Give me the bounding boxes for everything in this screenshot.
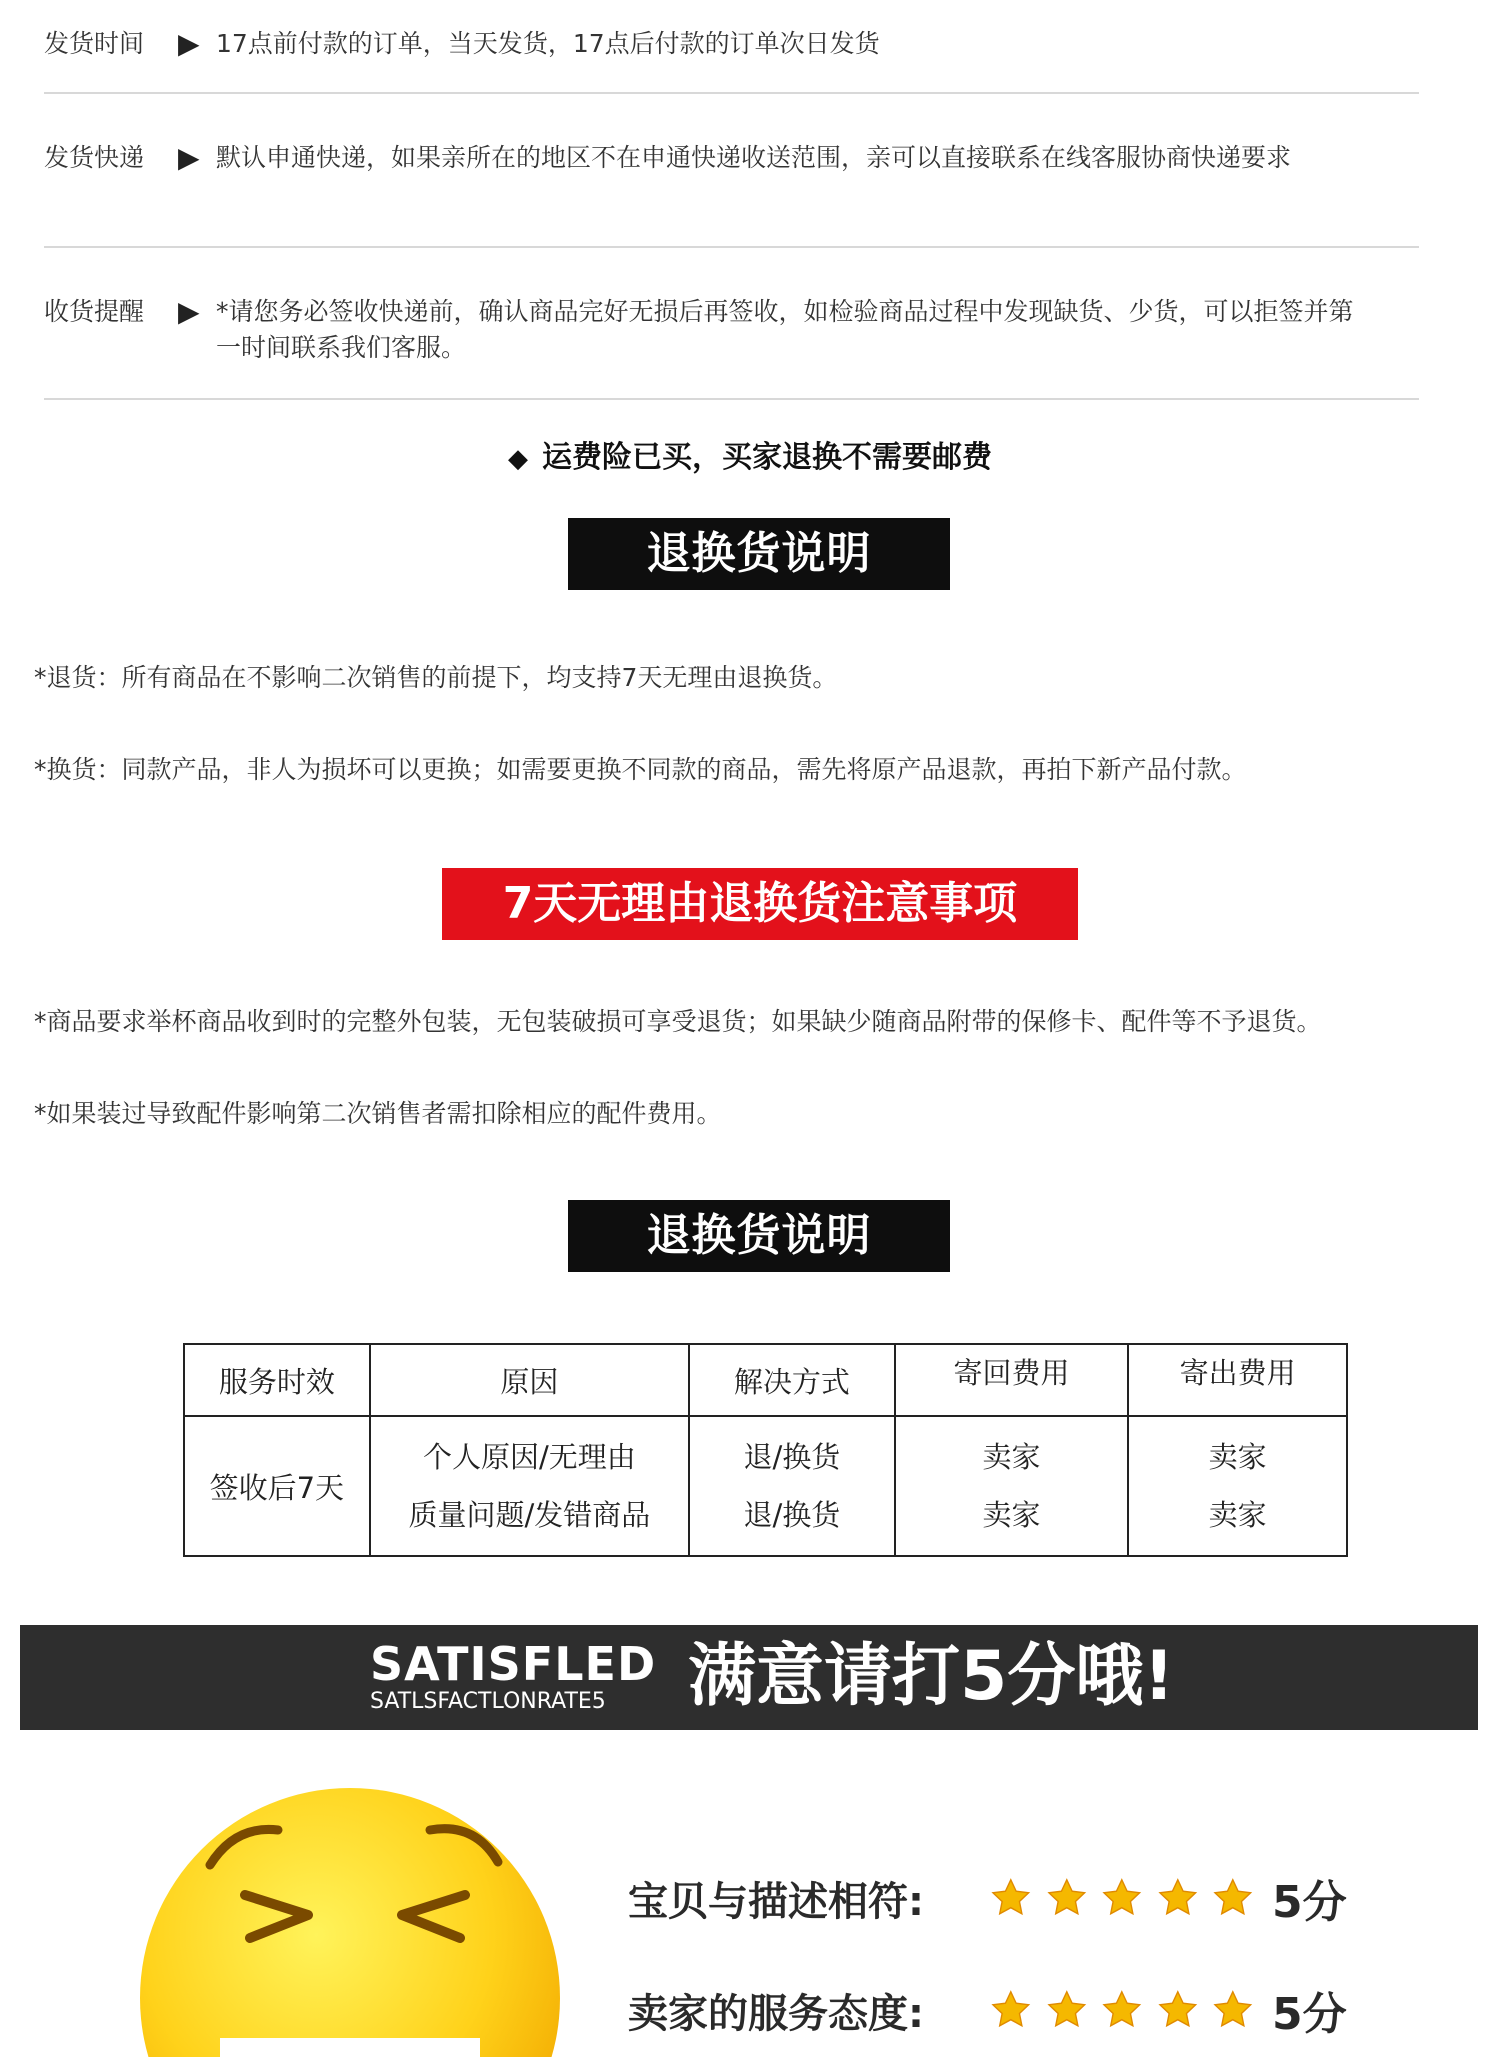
satisfaction-english [370, 1639, 656, 1715]
packaging-requirement-text: *商品要求举杯商品收到时的完整外包装，无包装破损可享受退货；如果缺少随商品附带的保修卡、配件等不予退货。 [34, 1007, 1322, 1036]
solution-value: 退/换货 [743, 1498, 841, 1532]
star-icon [1101, 1877, 1143, 1919]
service-period-cell: 签收后7天 [184, 1416, 370, 1556]
returns-title-banner: 退换货说明 [568, 1200, 950, 1272]
arrow-right-icon: ▶ [178, 27, 200, 60]
exchange-policy-text: *换货：同款产品，非人为损坏可以更换；如需要更换不同款的商品，需先将原产品退款，再拍下新产品付款。 [34, 755, 1247, 784]
star-icon [1046, 1877, 1088, 1919]
returns-title-banner: 退换货说明 [568, 518, 950, 590]
shipping-text: *请您务必签收快递前，确认商品完好无损后再签收，如检验商品过程中发现缺货、少货，可以拒签并第一时间联系我们客服。 [216, 297, 1354, 362]
rating-service-attitude [628, 1980, 1388, 2040]
solution-value: 退/换货 [743, 1440, 841, 1474]
notice-text: 运费险已买，买家退换不需要邮费 [542, 440, 992, 475]
table-header-cell: 服务时效 [184, 1344, 370, 1416]
return-policy-text: *退货：所有商品在不影响二次销售的前提下，均支持7天无理由退换货。 [34, 663, 838, 692]
divider [44, 398, 1419, 400]
reason-value: 质量问题/发错商品 [408, 1498, 651, 1532]
table-header-cell: 解决方式 [689, 1344, 895, 1416]
rating-description-match [628, 1868, 1388, 1928]
star-rating [990, 1989, 1254, 2031]
shipping-label: 发货快递 [44, 143, 145, 172]
shipping-row-courier [44, 138, 1419, 178]
rating-label: 宝贝与描述相符: [628, 1878, 924, 1925]
accessory-fee-text: *如果装过导致配件影响第二次销售者需扣除相应的配件费用。 [34, 1099, 722, 1128]
table-header-cell: 原因 [370, 1344, 689, 1416]
divider [44, 92, 1419, 94]
return-service-table [183, 1343, 1348, 1557]
rating-score: 5分 [1272, 1989, 1347, 2040]
satisfaction-banner [20, 1625, 1478, 1730]
shipping-row-reminder [44, 292, 1419, 366]
table-header-cell: 寄出费用 [1128, 1344, 1347, 1416]
seven-day-notice-banner: 7天无理由退换货注意事项 [442, 868, 1078, 940]
table-row [184, 1416, 1347, 1556]
star-rating [990, 1877, 1254, 1919]
shipping-label: 发货时间 [44, 29, 145, 58]
table-header-cell: 寄回费用 [895, 1344, 1129, 1416]
star-icon [1046, 1989, 1088, 2031]
star-icon [990, 1989, 1032, 2031]
arrow-right-icon: ▶ [178, 295, 200, 328]
divider [44, 246, 1419, 248]
send-fee-value: 卖家 [1208, 1498, 1267, 1532]
rating-score: 5分 [1272, 1877, 1347, 1928]
shipping-text: 17点前付款的订单，当天发货，17点后付款的订单次日发货 [216, 29, 880, 58]
shipping-label: 收货提醒 [44, 297, 145, 326]
star-icon [1101, 1989, 1143, 2031]
table-header-row [184, 1344, 1347, 1416]
return-fee-value: 卖家 [982, 1498, 1041, 1532]
return-fee-value: 卖家 [982, 1440, 1041, 1474]
satisfaction-english-title: SATISFLED [370, 1637, 657, 1691]
shipping-row-time [44, 24, 1419, 64]
reason-value: 个人原因/无理由 [422, 1440, 636, 1474]
satisfaction-english-subtitle: SATLSFACTLONRATE5 [370, 1689, 606, 1714]
star-icon [1157, 1989, 1199, 2031]
satisfaction-chinese-title: 满意请打5分哦! [688, 1637, 1175, 1716]
squinting-face-icon [140, 1770, 560, 2057]
star-icon [1212, 1989, 1254, 2031]
solution-cell [689, 1416, 895, 1556]
star-icon [1212, 1877, 1254, 1919]
star-icon [990, 1877, 1032, 1919]
shipping-insurance-notice [0, 432, 1500, 476]
reason-cell [370, 1416, 689, 1556]
return-fee-cell [895, 1416, 1129, 1556]
arrow-right-icon: ▶ [178, 141, 200, 174]
send-fee-value: 卖家 [1208, 1440, 1267, 1474]
shipping-text: 默认申通快递，如果亲所在的地区不在申通快递收送范围，亲可以直接联系在线客服协商快递要求 [216, 143, 1292, 172]
diamond-icon: ◆ [508, 444, 528, 474]
send-fee-cell [1128, 1416, 1347, 1556]
rating-label: 卖家的服务态度: [628, 1990, 924, 2037]
star-icon [1157, 1877, 1199, 1919]
